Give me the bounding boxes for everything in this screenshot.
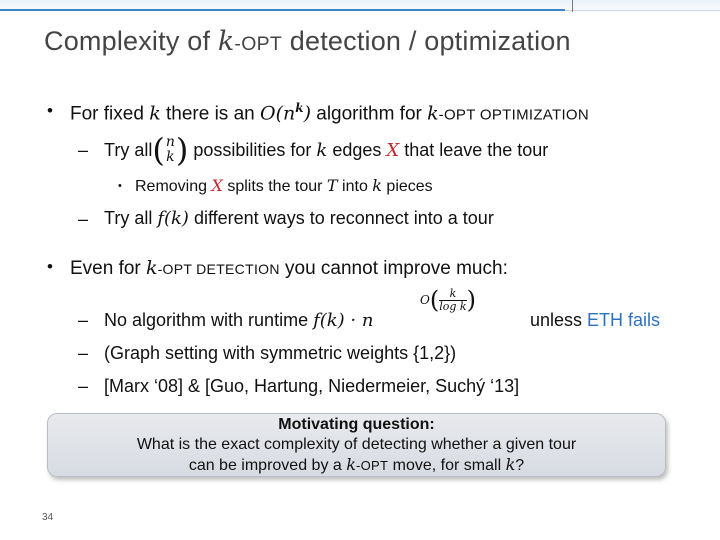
title-prefix: Complexity of xyxy=(44,26,218,56)
bullet-1-sub-1-text: Try all ( n k ) possibilities for k edges X that leave the tour xyxy=(104,131,549,169)
runtime-exponent: O ( $\frac{k}{\text{log k}}$ ) xyxy=(420,286,476,314)
page-title xyxy=(44,26,571,57)
dash-marker: – xyxy=(78,343,89,363)
dash-marker: – xyxy=(78,209,89,229)
page-number: 34 xyxy=(42,512,54,523)
title-k: k xyxy=(217,26,235,57)
sub-bullet-dot: • xyxy=(118,180,122,192)
dash-marker: – xyxy=(78,310,89,330)
motivating-question-line-1: What is the exact complexity of detecting whether a given tour xyxy=(136,436,577,453)
bullet-2-text: Even for k-OPT DETECTION you cannot improve much: xyxy=(70,257,508,279)
title-suffix: detection / optimization xyxy=(282,26,571,56)
bullet-1-sub-1-sub-text: Removing X splits the tour T into k pieces xyxy=(135,176,433,195)
motivating-question-title: Motivating question: xyxy=(278,416,435,433)
bullet-1-sub-2-text: Try all f(k) different ways to reconnect into a tour xyxy=(104,208,494,229)
slide-top-accent-line xyxy=(0,9,565,11)
bullet-dot: • xyxy=(47,101,53,120)
bullet-2-sub-1-tail: unless ETH fails xyxy=(530,310,661,330)
slide-top-hook-decoration xyxy=(560,0,573,12)
motivating-question-line-2: can be improved by a k-OPT move, for small k? xyxy=(188,455,525,474)
bullet-2-sub-2-text: (Graph setting with symmetric weights {1,2}) xyxy=(104,343,457,363)
dash-marker: – xyxy=(78,140,89,160)
bullet-2-sub-1-text: No algorithm with runtime f(k) · n xyxy=(104,310,374,331)
bullet-1-text: For fixed k there is an $O(n^k)$ algorithm for k-OPT OPTIMIZATION xyxy=(70,101,590,125)
binomial-n-k: ( n k ) xyxy=(152,131,189,169)
bullet-dot: • xyxy=(47,257,53,276)
bullet-2-sub-3-text: [Marx ‘08] & [Guo, Hartung, Niedermeier, Suchý ‘13] xyxy=(104,376,520,396)
title-opt: -OPT xyxy=(234,33,283,55)
dash-marker: – xyxy=(78,376,89,396)
motivating-question-box xyxy=(47,413,666,477)
